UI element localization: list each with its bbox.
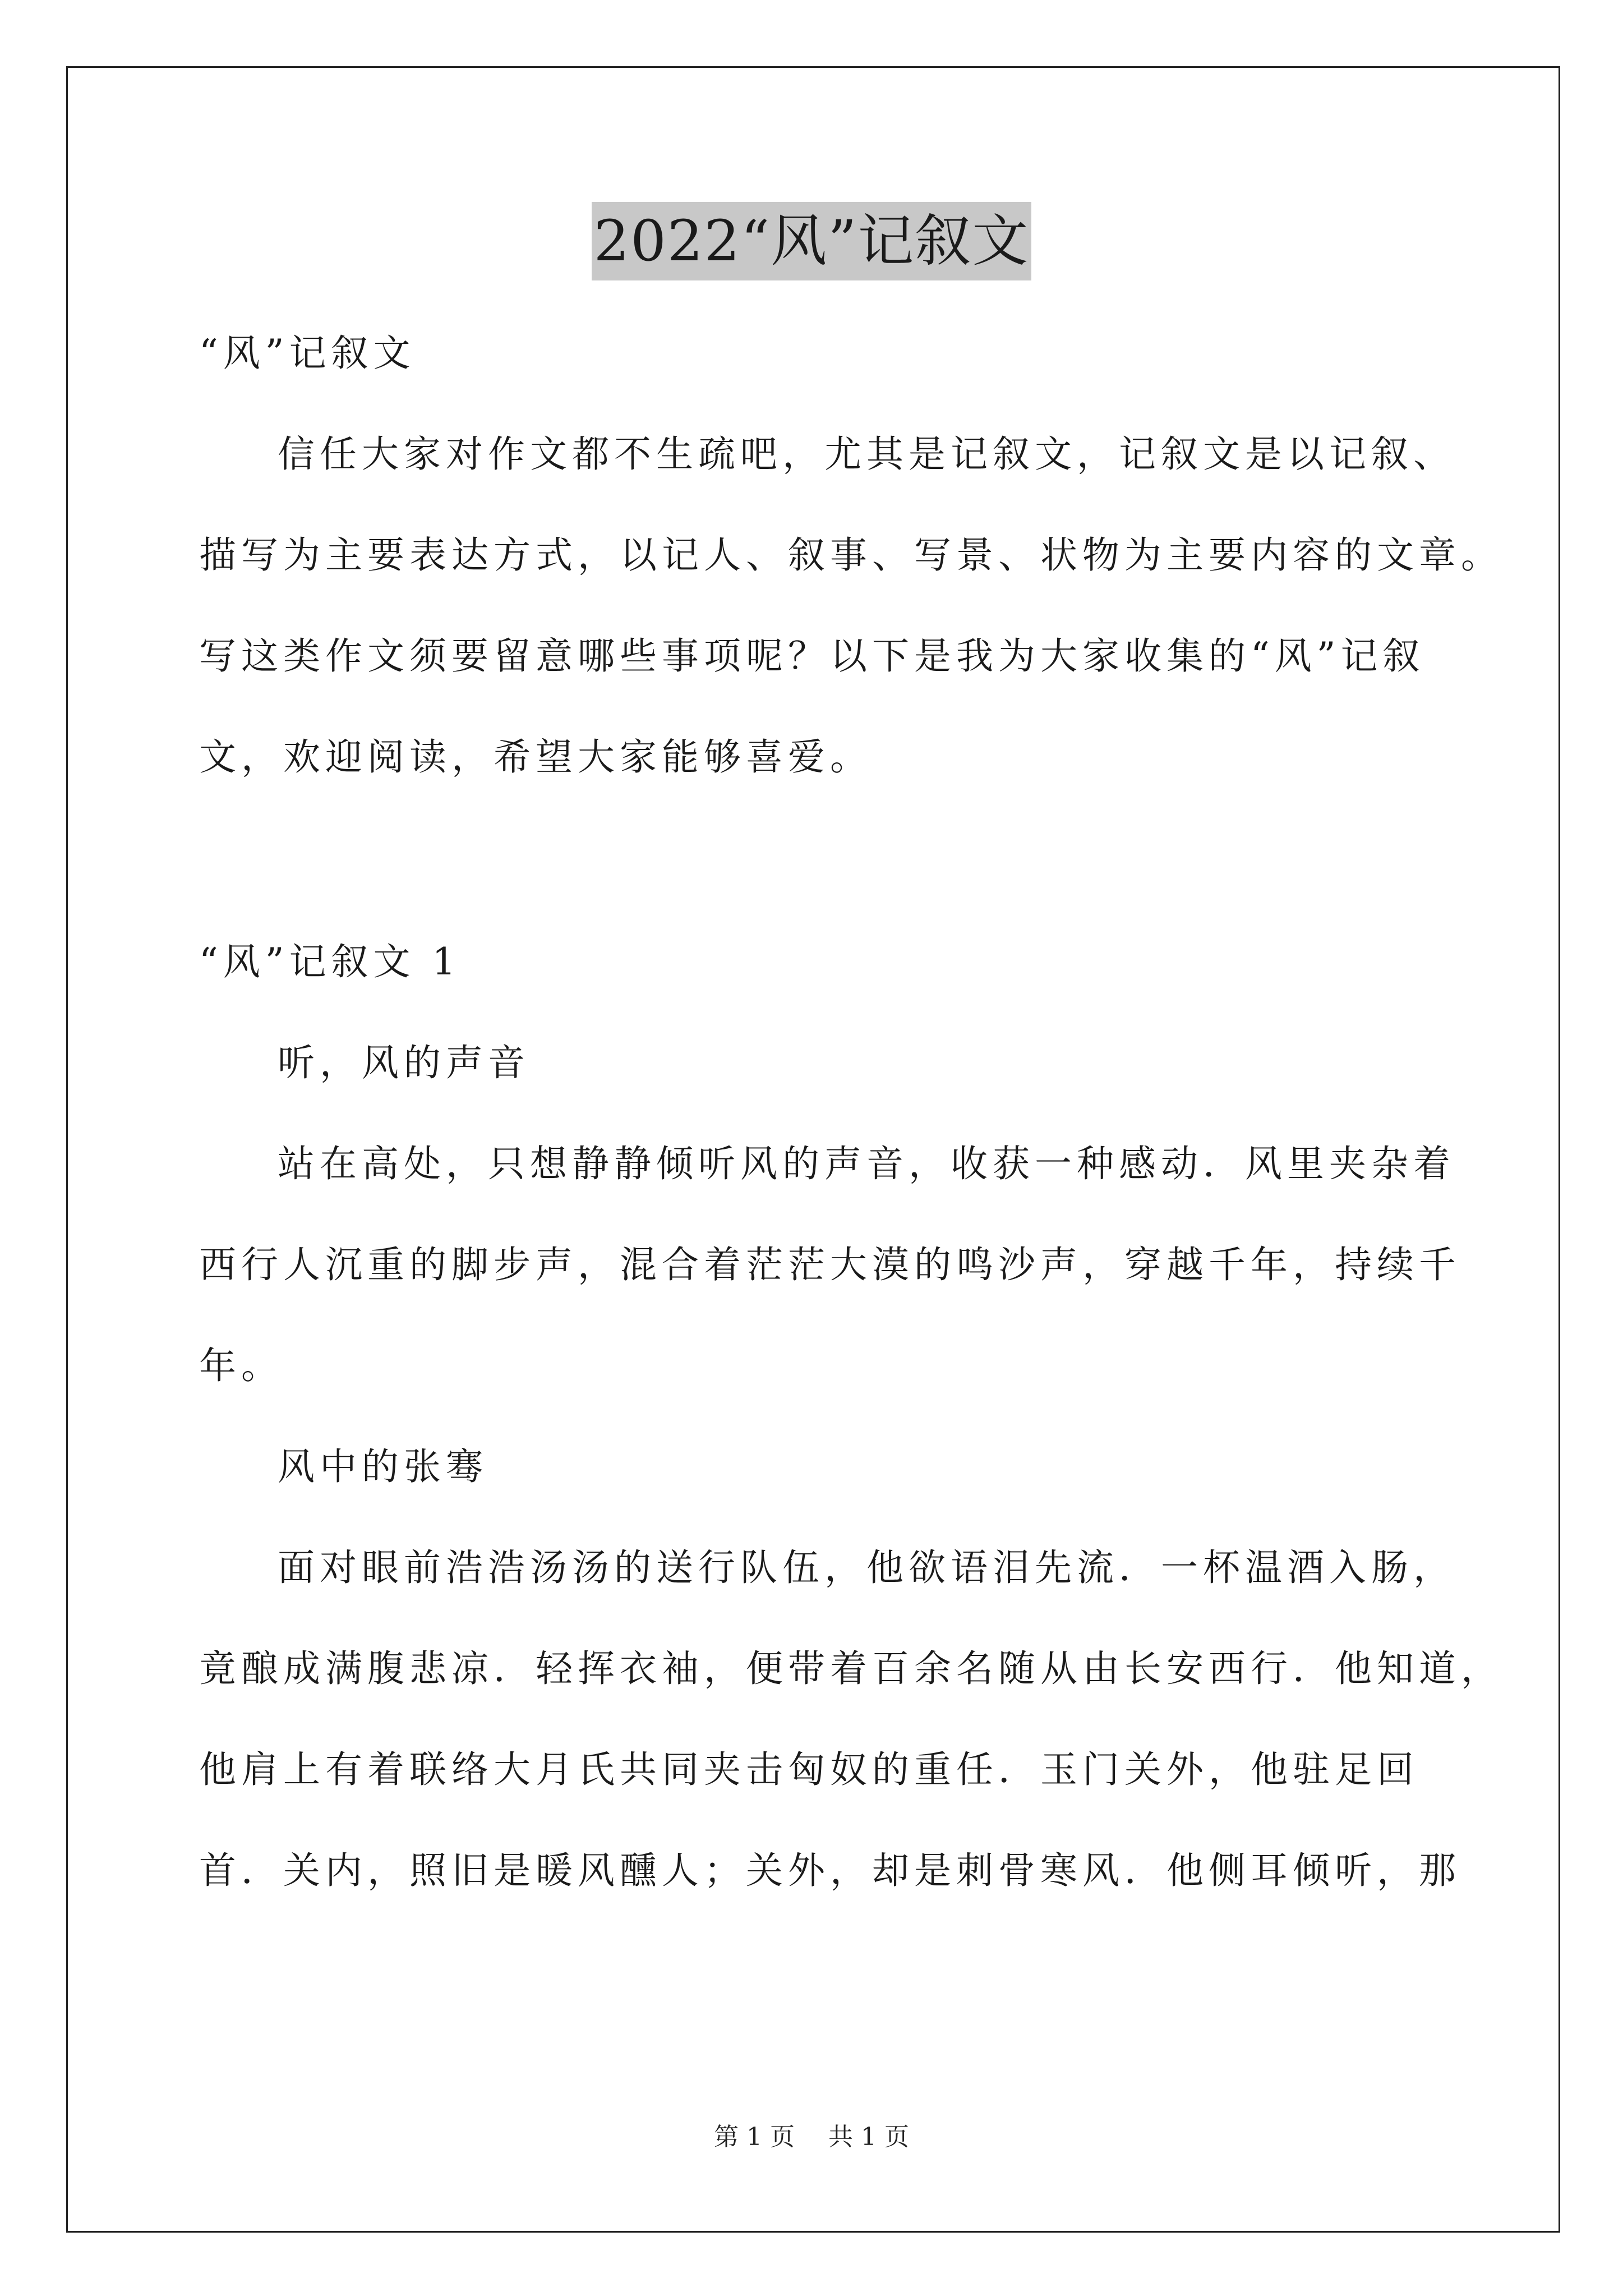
intro-line: 信任大家对作文都不生疏吧，尤其是记叙文，记叙文是以记叙、 [278,432,1455,476]
paragraph-line: 西行人沉重的脚步声，混合着茫茫大漠的鸣沙声，穿越千年，持续千 [199,1243,1461,1286]
intro-line: 文，欢迎阅读，希望大家能够喜爱。 [199,735,872,779]
paragraph-line: 面对眼前浩浩汤汤的送行队伍，他欲语泪先流．一杯温酒入肠， [278,1546,1455,1589]
paragraph-gap [199,808,1450,912]
page-footer [0,2120,1623,2154]
intro-line: 写这类作文须要留意哪些事项呢？以下是我为大家收集的“风”记叙 [199,634,1425,678]
sub-heading: 风中的张骞 [278,1445,488,1488]
section-heading: “风”记叙文 1 [199,940,461,983]
paragraph-line: 年。 [199,1344,283,1387]
document-body [199,303,1503,1921]
paragraph-line: 站在高处，只想静静倾听风的声音，收获一种感动．风里夹杂着 [278,1142,1455,1185]
title-wrap [0,202,1623,280]
document-title: 2022“风”记叙文 [592,202,1032,280]
paragraph-line: 他肩上有着联络大月氏共同夹击匈奴的重任．玉门关外，他驻足回 [199,1748,1419,1791]
intro-line: 描写为主要表达方式，以记人、叙事、写景、状物为主要内容的文章。 [199,533,1503,577]
page-total: 共 1 页 [828,2123,909,2151]
page-number: 第 1 页 [714,2123,795,2151]
paragraph-line: 首．关内，照旧是暖风醺人；关外，却是刺骨寒风．他侧耳倾听，那 [199,1849,1461,1892]
sub-heading: 听，风的声音 [278,1041,530,1084]
paragraph-line: 竟酿成满腹悲凉．轻挥衣袖，便带着百余名随从由长安西行．他知道， [199,1647,1503,1690]
subtitle: “风”记叙文 [199,332,416,375]
